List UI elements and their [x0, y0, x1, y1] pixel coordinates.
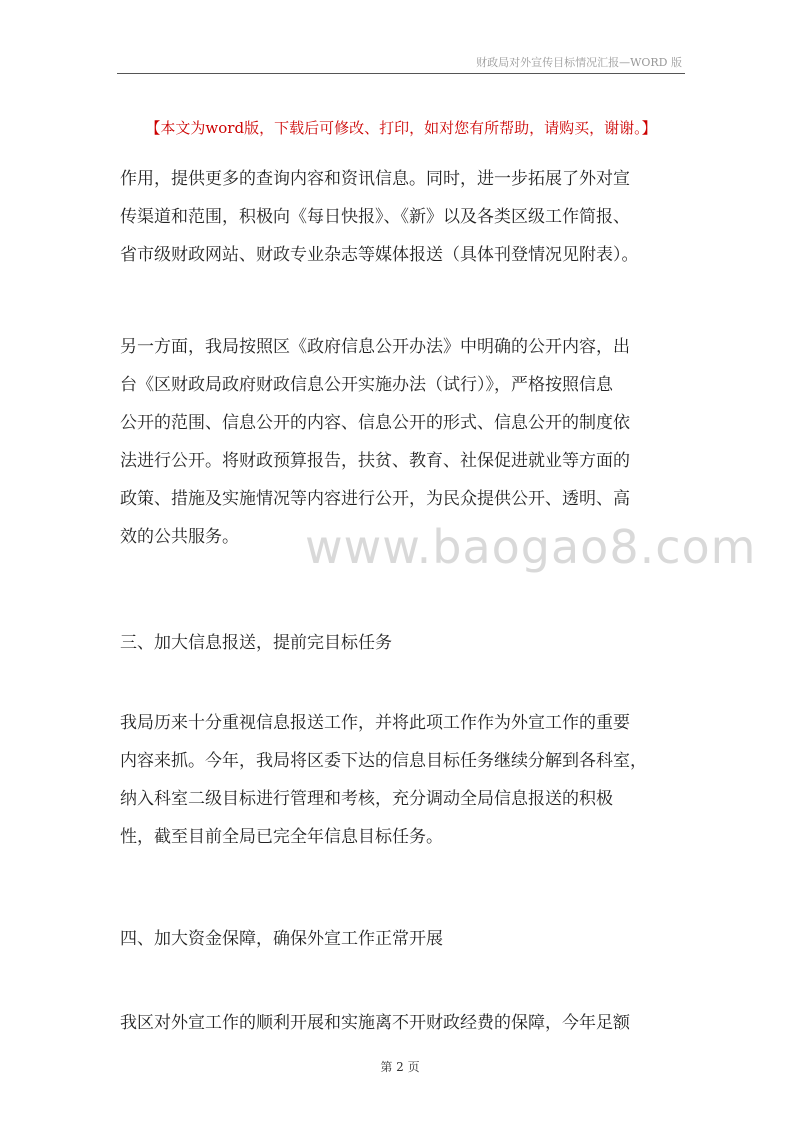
- section-heading-4: [120, 920, 688, 958]
- paragraph-2: [120, 328, 688, 556]
- text-line: 作用，提供更多的查询内容和资讯信息。同时，进一步拓展了外对宣: [120, 169, 630, 189]
- paragraph-1: [120, 160, 688, 274]
- text-line: 台《区财政局政府财政信息公开实施办法（试行）》，严格按照信息: [120, 375, 613, 395]
- document-header-title: 财政局对外宣传目标情况汇报—WORD 版: [476, 56, 682, 69]
- header-divider: [117, 73, 685, 74]
- paragraph-4: [120, 1004, 688, 1042]
- text-line: 政策、措施及实施情况等内容进行公开，为民众提供公开、透明、高: [120, 489, 630, 509]
- heading-text: 四、加大资金保障，确保外宣工作正常开展: [120, 929, 443, 949]
- paragraph-3: [120, 704, 688, 856]
- text-line: 效的公共服务。: [120, 527, 239, 547]
- purchase-notice: 【本文为word版，下载后可修改、打印，如对您有所帮助，请购买，谢谢。】: [145, 119, 657, 137]
- section-heading-3: [120, 624, 688, 662]
- text-line: 性，截至目前全局已完全年信息目标任务。: [120, 827, 443, 847]
- heading-text: 三、加大信息报送，提前完目标任务: [120, 633, 392, 653]
- text-line: 公开的范围、信息公开的内容、信息公开的形式、信息公开的制度依: [120, 413, 630, 433]
- text-line: 我区对外宣工作的顺利开展和实施离不开财政经费的保障，今年足额: [120, 1013, 630, 1033]
- text-line: 另一方面，我局按照区《政府信息公开办法》中明确的公开内容，出: [120, 337, 630, 357]
- text-line: 传渠道和范围，积极向《每日快报》、《新》以及各类区级工作简报、: [120, 207, 630, 227]
- text-line: 省市级财政网站、财政专业杂志等媒体报送（具体刊登情况见附表）。: [120, 245, 639, 265]
- text-line: 法进行公开。将财政预算报告，扶贫、教育、社保促进就业等方面的: [120, 451, 630, 471]
- text-line: 我局历来十分重视信息报送工作，并将此项工作作为外宣工作的重要: [120, 713, 630, 733]
- page-number: 第 2 页: [380, 1060, 420, 1074]
- text-line: 内容来抓。今年，我局将区委下达的信息目标任务继续分解到各科室，: [120, 751, 647, 771]
- watermark: www.baogao8.com: [305, 520, 757, 574]
- text-line: 纳入科室二级目标进行管理和考核，充分调动全局信息报送的积极: [120, 789, 613, 809]
